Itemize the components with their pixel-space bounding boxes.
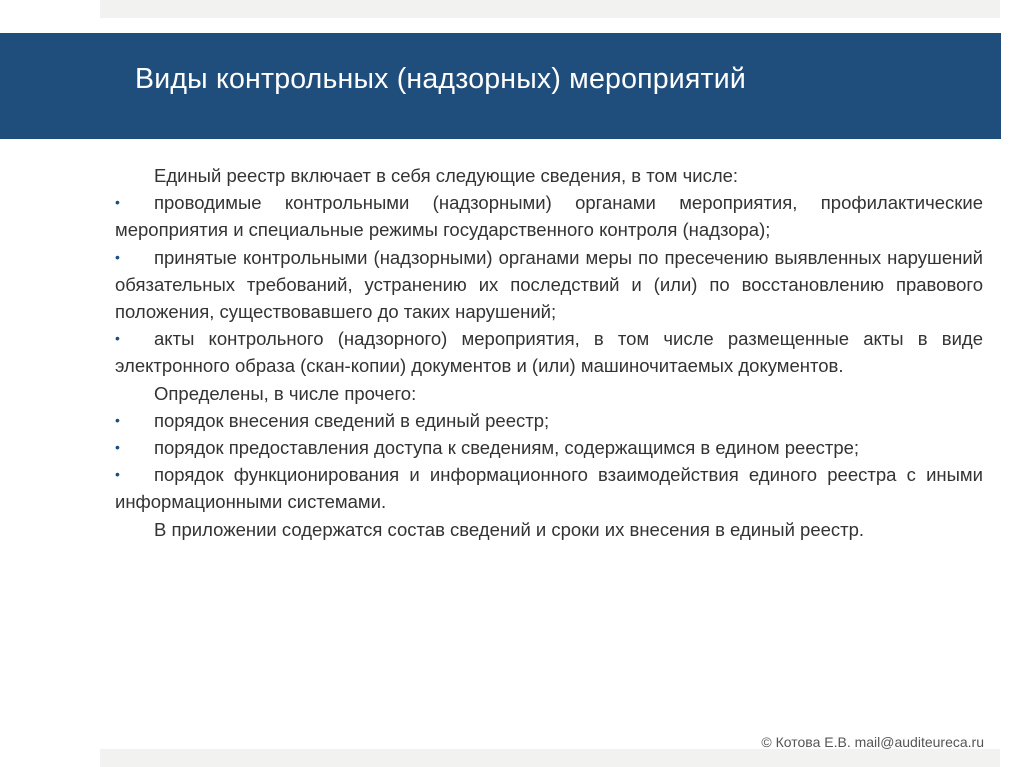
appendix-text: В приложении содержатся состав сведений и сроки их внесения в единый реестр. xyxy=(154,518,865,540)
bullet-icon: • xyxy=(115,194,120,211)
intro-paragraph: Единый реестр включает в себя следующие сведения, в том числе: xyxy=(154,165,739,186)
list-item xyxy=(115,407,983,434)
bullet-icon: • xyxy=(115,248,120,265)
bullet-icon: • xyxy=(115,330,120,347)
bullet-icon: • xyxy=(115,439,120,456)
list-item xyxy=(115,434,983,461)
slide-content xyxy=(115,162,983,543)
list-item-text: принятые контрольными (надзорными) органами меры по пресечению выявленных нарушений обязательных требований, устранению их последствий и (или) по восстановлению правового положения, существовавшего до таких нарушений; xyxy=(115,246,983,323)
title-bar xyxy=(0,33,1001,139)
list-item-text: проводимые контрольными (надзорными) органами мероприятия, профилактические мероприятия и специальные режимы государственного контроля (надзора); xyxy=(115,192,983,241)
list-item xyxy=(115,244,983,326)
list-item xyxy=(115,325,983,379)
footer-copyright: © Котова Е.В. mail@auditeureca.ru xyxy=(761,734,984,750)
top-decorative-strip xyxy=(100,0,1000,18)
list-item-text: акты контрольного (надзорного) мероприятия, в том числе размещенные акты в виде электронного образа (скан-копии) документов и (или) машиночитаемых документов. xyxy=(115,328,983,377)
appendix-paragraph xyxy=(115,516,983,543)
defined-paragraph: Определены, в числе прочего: xyxy=(154,382,417,404)
bullet-icon: • xyxy=(115,411,120,428)
list-item-text: порядок внесения сведений в единый реестр; xyxy=(154,409,550,431)
bullet-icon: • xyxy=(115,466,120,483)
list-item-text: порядок функционирования и информационного взаимодействия единого реестра с иными информационными системами. xyxy=(115,464,983,513)
slide-title: Виды контрольных (надзорных) мероприятий xyxy=(135,63,747,95)
bottom-decorative-strip xyxy=(100,749,1000,767)
list-item xyxy=(115,189,983,243)
list-item-text: порядок предоставления доступа к сведениям, содержащимся в едином реестре; xyxy=(154,437,860,459)
list-item xyxy=(115,461,983,515)
